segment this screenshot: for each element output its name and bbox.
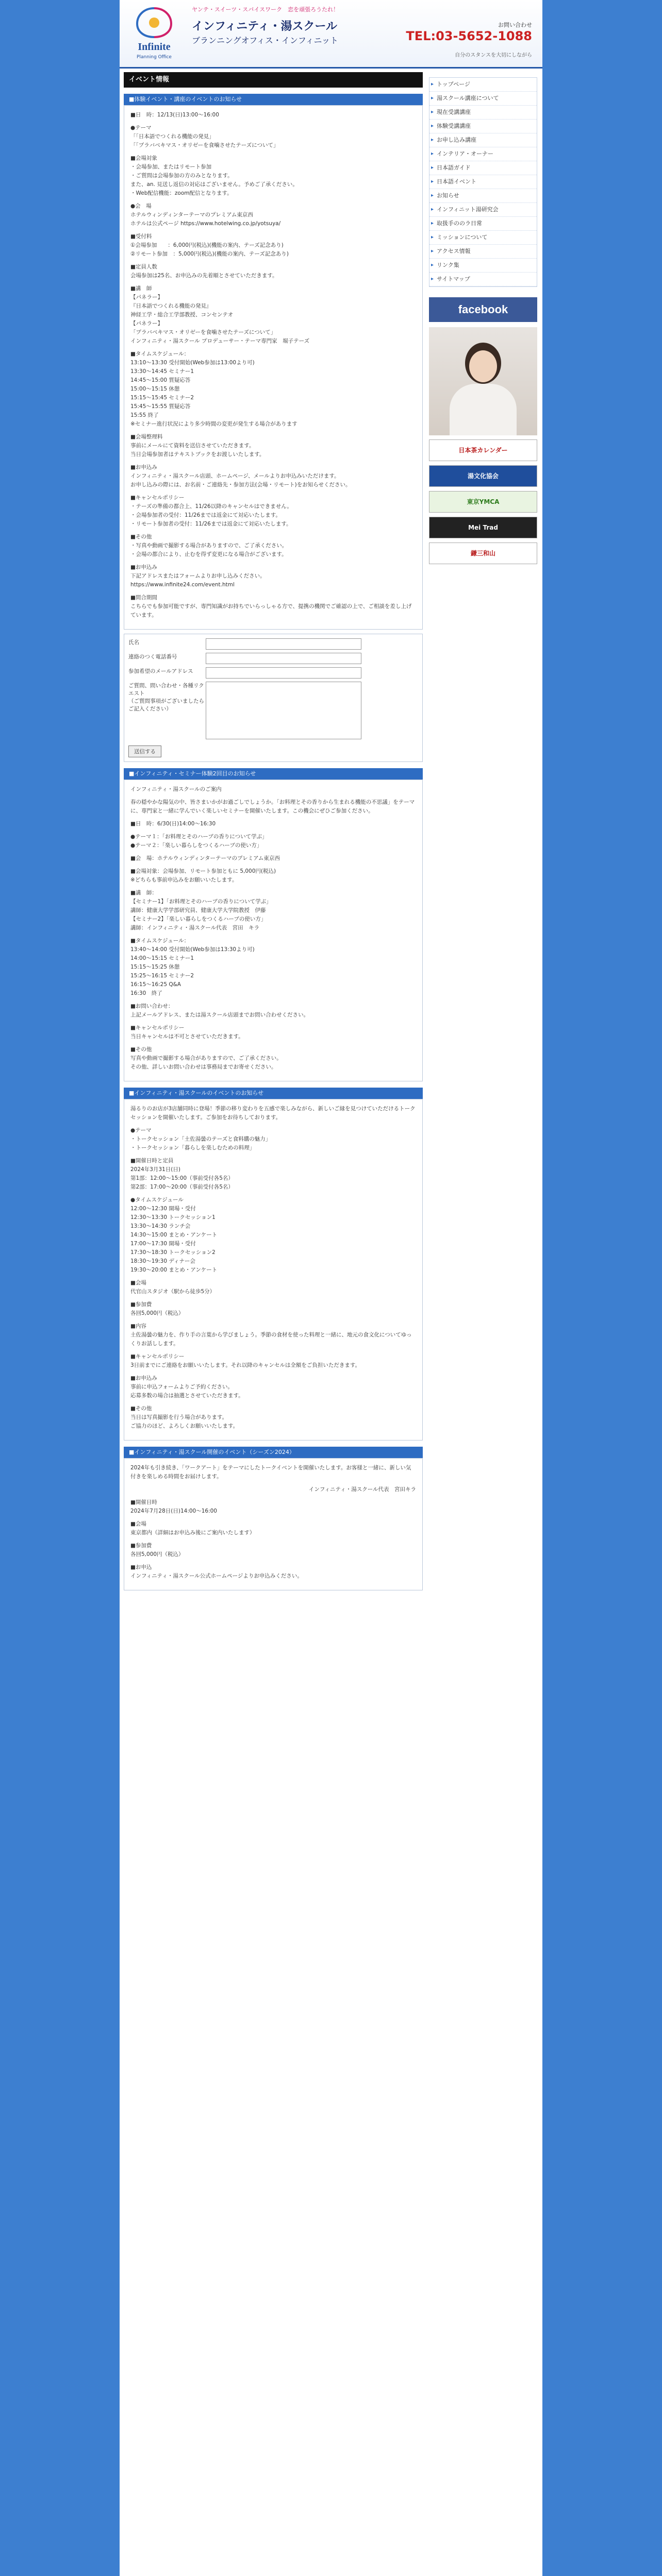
sidebar-item-current-courses[interactable]: ▸ 現在受講講座 (429, 106, 537, 120)
event3-paragraph: ■内容 土佐湯曇の魅力を、作り手の言葉から学びましょう。季節の食材を使った料理と一緒に、地元の食文化についてゆっくりお話しします。 (130, 1323, 412, 1347)
header-tagline: ヤンテ・スイーツ・スパイスワーク 恋を頑張ろうたれ！ (192, 6, 339, 13)
event-paragraph: ●会 場 ホテルウィンディンターテーマのプレミアム東京西 ホテルは公式ページ https://www.hotelwing.co.jp/yotsuya/ (130, 203, 281, 227)
event-paragraph: ■キャンセルポリシー ・テーズの準備の都合上、11/26以降のキャンセルはできません。 ・会場参加者の受付：11/26までは返金にて対応いたします。 ・リモート参加者の受付：11/26までは返金にて対応いたします。 (130, 495, 292, 527)
phone-number[interactable]: TEL:03-5652-1088 (406, 29, 532, 43)
event-section-title: ■体験イベント・講座のイベントのお知らせ (124, 94, 423, 105)
event-paragraph: ■日 時：12/13(日)13:00〜16:00 (130, 112, 219, 118)
message-hint: （ご質問事項がございましたらご記入ください） (128, 698, 204, 712)
event-paragraph: ■タイムスケジュール： 13:10〜13:30 受付開始(Web参加は13:00より可) 13:30〜14:45 セミナー1 14:45〜15:00 質疑応答 15:00〜15:15 休憩 15:15〜15:45 セミナー2 15:45〜15:55 質疑応答 15:55 終了 ※セミナー進行状況により多少時間の変更が発生する場合があります (130, 351, 297, 427)
event-paragraph: ■問合期間 こちらでも参加可能ですが、専門知識がお持ちでいらっしゃる方で、提携の機関でご確認の上で、ご相談を差し上げています。 (130, 595, 412, 618)
event-paragraph: ■お申込み 下記アドレスまたはフォームよりお申し込みください。 https://www.infinite24.com/event.html (130, 564, 266, 588)
company-subtitle: ブランニングオフィス・インフィニット (192, 36, 339, 45)
event3-paragraph: ■キャンセルポリシー 3日前までにご連絡をお願いいたします。それ以降のキャンセルは全額をご負担いただきます。 (130, 1353, 360, 1368)
event-details (124, 105, 423, 630)
sidebar-item-research[interactable]: ▸ インフィニット湯研究会 (429, 203, 537, 217)
sidebar-item-sitemap[interactable]: ▸ サイトマップ (429, 273, 537, 286)
event2-paragraph: ■会 場：ホテルウィンディンターテーマのプレミアム東京西 (130, 855, 280, 861)
event3-paragraph: ■その他 当日は写真撮影を行う場合があります。 ご協力のほど、よろしくお願いいたします。 (130, 1405, 239, 1429)
sidebar (429, 77, 537, 564)
sidebar-item-daily[interactable]: ▸ 取扱手ののラ日常 (429, 217, 537, 231)
logo-subtext: Planning Office (137, 55, 172, 60)
event2-paragraph: ■日 時：6/30(日)14:00〜16:30 (130, 821, 216, 827)
site-logo[interactable] (126, 4, 183, 62)
phone-label: お問い合わせ (498, 22, 532, 28)
event-paragraph: ●テーマ 「「日本語でつくれる機能の発見」 「「プラバベキマス・オリゼーを食噛させたテーズについて」 (130, 125, 279, 148)
sidebar-item-top[interactable]: ▸ トップページ (429, 78, 537, 92)
event2-details (124, 779, 423, 1081)
sidebar-item-apply-courses[interactable]: ▸ お申し込み講座 (429, 133, 537, 147)
sidebar-item-japanese-guide[interactable]: ▸ 日本語ガイド (429, 161, 537, 175)
event2-paragraph: ●テーマ１：「お料理とそのハーブの香りについて学ぶ」 ●テーマ２：「楽しい暮らしをつくるハーブの使い方」 (130, 834, 268, 849)
event2-paragraph: ■講 師： 【セミナー1】「お料理とそのハーブの香りについて学ぶ」 講師：健康大学学部研究員、健康大学大学院教授 伊藤 【セミナー2】「楽しい暮らしをつくるハーブの使い方」 講師：インフィニティ・湯スクール代表 宮田 キラ (130, 890, 272, 931)
event2-paragraph: ■お問い合わせ： 上記メールアドレス、または湯スクール店頭までお問い合わせください。 (130, 1003, 309, 1018)
inquiry-form (124, 634, 423, 762)
event4-section-title: ■インフィニティ・湯スクール開催のイベント（シーズン2024） (124, 1447, 423, 1458)
event3-section-title: ■インフィニティ・湯スクールのイベントのお知らせ (124, 1088, 423, 1099)
event2-paragraph: 春の穏やかな陽気の中、皆さまいかがお過ごしでしょうか。「お料理とその香りから生まれる機能の不思議」をテーマに、専門家と一緒に学んでいく楽しいセミナーを開催いたします。この機会にぜひご参加ください。 (130, 799, 415, 814)
event2-paragraph: ■タイムスケジュール： 13:40〜14:00 受付開始(Web参加は13:30より可) 14:00〜15:15 セミナー1 15:15〜15:25 休憩 15:25〜16:15 セミナー2 16:15〜16:25 Q&A 16:30 終了 (130, 938, 255, 996)
event3-paragraph: ■お申込み 事前に申込フォームよりご予約ください。 応募多数の場合は抽選とさせていただきます。 (130, 1375, 244, 1399)
event3-paragraph: 湯るりのお店が3店舗同時に登場！季節の移り変わりを五感で楽しみながら、新しいご縁を見つけていただけるトークセッションを開催いたします。ご参加をお待ちしております。 (130, 1106, 416, 1121)
event4-paragraph: インフィニティ・湯スクール代表 宮田キラ (308, 1486, 416, 1493)
logo-mark-icon (126, 4, 183, 40)
event4-paragraph: ■会場 東京都内（詳細はお申込み後にご案内いたします） (130, 1521, 255, 1536)
event4-paragraph: ■参加費 各回5,000円（税込） (130, 1543, 184, 1557)
calendar-banner[interactable]: 日本茶カレンダー (429, 439, 537, 461)
event4-paragraph: ■開催日時 2024年7月28日(日)14:00〜16:00 (130, 1499, 217, 1514)
event2-paragraph: ■キャンセルポリシー 当日キャンセルは不可とさせていただきます。 (130, 1025, 244, 1040)
event2-paragraph: ■会場対象：会場参加、リモート参加ともに 5,000円(税込) ※どちらも事前申込みをお願いいたします。 (130, 868, 276, 883)
sidebar-item-japanese-events[interactable]: ▸ 日本語イベント (429, 175, 537, 189)
event2-paragraph: インフィニティ・湯スクールのご案内 (130, 786, 222, 792)
event-paragraph: ■受付料 ①会場参加 ：6,000円(税込)(機能の案内、テーズ記念あり) ②リモート参加 ：5,000円(税込)(機能の案内、テーズ記念あり) (130, 233, 289, 257)
photo-body (450, 384, 517, 435)
event3-details (124, 1099, 423, 1440)
event4-paragraph: 2024年も引き続き、「ワークアート」をテーマにしたトークイベントを開催いたします。お客様と一緒に、新しい気付きを楽しめる時間をお届けします。 (130, 1465, 411, 1480)
event3-paragraph: ■会場 代官山スタジオ（駅から徒歩5分） (130, 1280, 216, 1295)
event-paragraph: ■会場整理料 事前にメールにて資料を送信させていただきます。 当日会場参加者はテキストブックをお渡しいたします。 (130, 434, 265, 457)
sidebar-item-access[interactable]: ▸ アクセス情報 (429, 245, 537, 259)
logo-text: Infinite (138, 41, 171, 53)
event-paragraph: ■会場対象 ・会場参加、またはリモート参加 ・ご質問は会場参加の方のみとなります。 また、an. 見送し返信の対応はございません。予めご了承ください。 ・Web配信機能：zoom配信となります。 (130, 155, 298, 196)
phone-input[interactable] (206, 653, 361, 664)
main-content (124, 72, 423, 1590)
message-label-text: ご質問、問い合わせ・各種リクエスト (128, 683, 204, 697)
name-label: 氏名 (128, 639, 139, 646)
kamasan-banner[interactable]: 鎌三和山 (429, 543, 537, 564)
event2-paragraph: ■その他 写真や動画で撮影する場合がありますので、ご了承ください。 その他、詳しいお問い合わせは事務局までお寄せください。 (130, 1046, 282, 1070)
submit-button[interactable]: 送信する (128, 745, 161, 757)
sidebar-item-course-about[interactable]: ▸ 湯スクール講座について (429, 92, 537, 106)
event3-paragraph: ●テーマ ・トークセッション「土佐湯曇のテーズと食料購の魅力」 ・トークセッション「暮らしを楽しむための料理」 (130, 1127, 271, 1151)
sidebar-item-trial-courses[interactable]: ▸ 体験受講講座 (429, 120, 537, 133)
mei-trad-banner[interactable]: Mei Trad (429, 517, 537, 538)
message-label (128, 682, 206, 713)
event3-paragraph: ●タイムスケジュール 12:00〜12:30 開場・受付 12:30〜13:30 トークセッション1 13:30〜14:30 ランチ会 14:30〜15:00 まとめ・アンケート 17:00〜17:30 開場・受付 17:30〜18:30 トークセッション2 18:30〜19:30 ディナー会 19:30〜20:00 まとめ・アンケート (130, 1197, 218, 1273)
sidebar-menu (429, 77, 537, 287)
sidebar-item-mission[interactable]: ▸ ミッションについて (429, 231, 537, 245)
site-header (120, 0, 542, 69)
facebook-banner[interactable]: facebook (429, 297, 537, 322)
sidebar-item-interior-owner[interactable]: ▸ インテリア・オーナー (429, 147, 537, 161)
message-textarea[interactable] (206, 682, 361, 739)
event3-paragraph: ■参加費 各回5,000円（税込） (130, 1301, 184, 1316)
event2-section-title: ■インフィニティ・セミナー体験2回目のお知らせ (124, 768, 423, 779)
name-input[interactable] (206, 638, 361, 650)
form-row-name (128, 638, 418, 650)
form-row-email (128, 667, 418, 679)
ymca-banner[interactable]: 東京YMCA (429, 491, 537, 513)
event-paragraph: ■お申込み インフィニティ・湯スクール店頭、ホームページ、メールよりお申込みいただけます。 お申し込みの際には、お名前・ご連絡先・参加方法(会場・リモート)をお知らせください。 (130, 464, 351, 488)
event3-paragraph: ■開催日時と定員 2024年3月31日(日) 第1部：12:00〜15:00（事前受付各5名） 第2部：17:00〜20:00（事前受付各5名） (130, 1158, 234, 1190)
association-banner[interactable]: 湯文化協会 (429, 465, 537, 487)
form-row-phone (128, 653, 418, 664)
email-label: 参加希望のメールアドレス (128, 668, 193, 674)
sidebar-item-news[interactable]: ▸ お知らせ (429, 189, 537, 203)
event-paragraph: ■定員人数 会場参加は25名、お申込みの先着順とさせていただきます。 (130, 264, 278, 279)
header-note: 自分のスタンスを大切にしながら (455, 53, 532, 58)
photo-face (469, 350, 497, 382)
company-name: インフィニティ・湯スクール (192, 20, 338, 33)
event4-paragraph: ■お申込 インフィニティ・湯スクール公式ホームページよりお申込みください。 (130, 1564, 303, 1579)
event-paragraph: ■その他 ・写真や動画で撮影する場合がありますので、ご了承ください。 ・会場の都合により、止むを得ず変更になる場合がございます。 (130, 534, 288, 557)
phone-field-label: 連絡のつく電話番号 (128, 654, 177, 660)
profile-photo (429, 327, 537, 435)
event4-details (124, 1458, 423, 1590)
email-input[interactable] (206, 667, 361, 679)
sidebar-item-links[interactable]: ▸ リンク集 (429, 259, 537, 273)
form-row-message (128, 682, 418, 739)
page-title: イベント情報 (124, 72, 423, 88)
page (120, 0, 542, 2576)
event-paragraph: ■講 師 【パネラー】 『日本語でつくれる機能の発見』 神経工学・総合工学部教授、コンセンテオ 【パネラー】 「プラバベキマス・オリゼーを食噛させたテーズについて」 インフィニティ・湯スクール プロデューサー・テーマ専門家 堀子テーズ (130, 285, 310, 344)
